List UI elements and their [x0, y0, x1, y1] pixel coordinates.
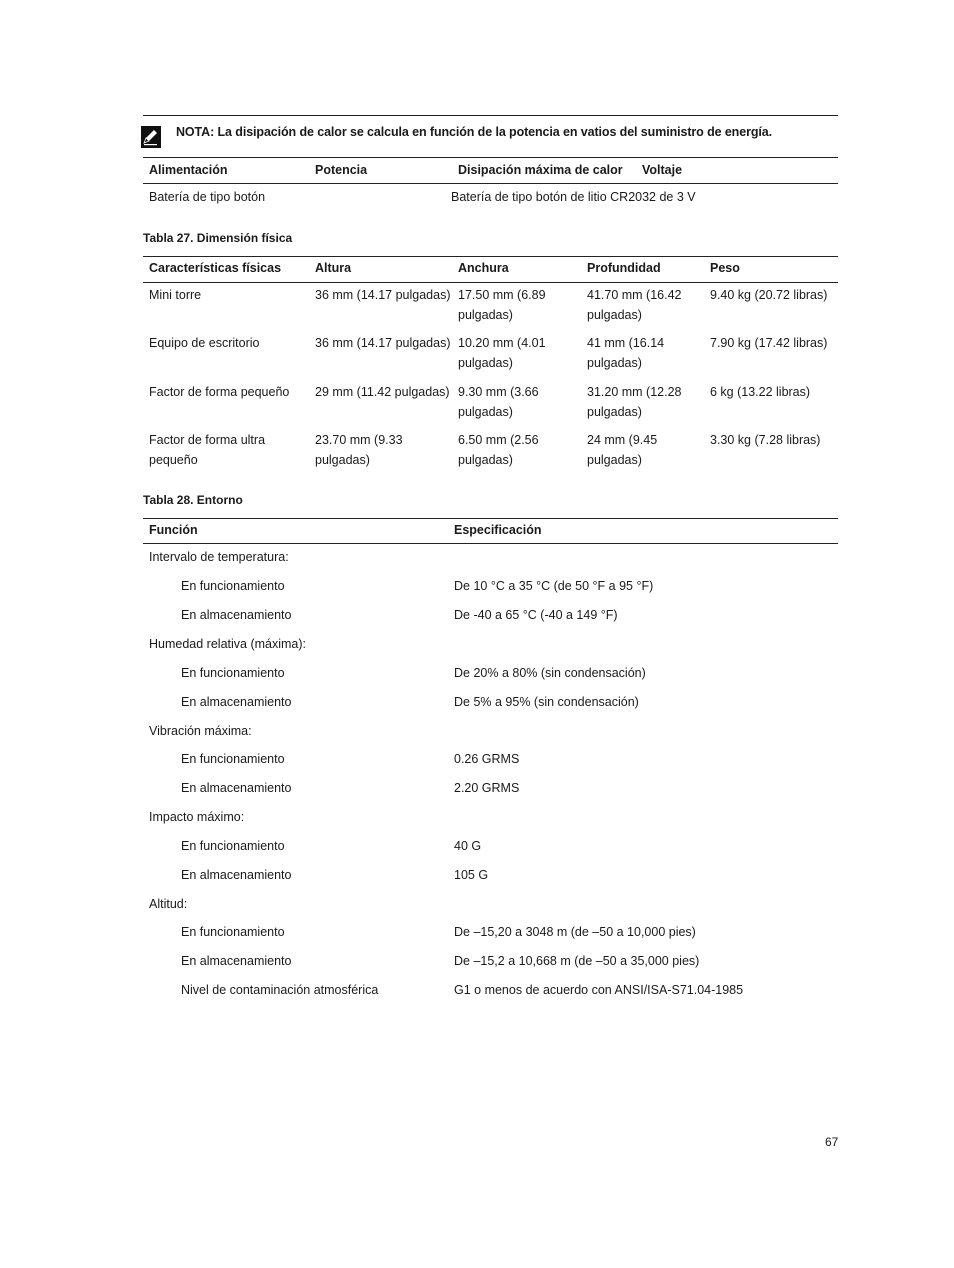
env-value: 2.20 GRMS [454, 781, 520, 795]
power-table-header-rule [143, 183, 838, 184]
power-header-potencia: Potencia [315, 163, 368, 177]
env-value: De –15,2 a 10,668 m (de –50 a 35,000 pies) [454, 954, 700, 968]
env-value: De 5% a 95% (sin condensación) [454, 695, 639, 709]
table-row-width: 6.50 mm (2.56 pulgadas) [458, 433, 539, 467]
dimension-header-altura: Altura [315, 261, 352, 275]
table-row-width: 17.50 mm (6.89 pulgadas) [458, 288, 546, 322]
env-sub-label: En funcionamiento [181, 666, 285, 680]
env-value: De -40 a 65 °C (-40 a 149 °F) [454, 608, 618, 622]
env-value: 0.26 GRMS [454, 752, 520, 766]
table-row-name: Equipo de escritorio [149, 336, 260, 350]
dimension-table-caption: Tabla 27. Dimensión física [143, 231, 293, 245]
table-row-height: 36 mm (14.17 pulgadas) [315, 336, 451, 350]
table-row-depth: 31.20 mm (12.28 pulgadas) [587, 385, 682, 419]
power-row-label: Batería de tipo botón [149, 190, 266, 204]
dimension-table-top-rule [143, 256, 838, 257]
env-group-label: Altitud: [149, 897, 188, 911]
environment-table-header-rule [143, 543, 838, 544]
env-group-label: Intervalo de temperatura: [149, 550, 289, 564]
table-row-height: 36 mm (14.17 pulgadas) [315, 288, 451, 302]
table-row-depth: 41 mm (16.14 pulgadas) [587, 336, 665, 370]
environment-table-caption: Tabla 28. Entorno [143, 493, 243, 507]
table-row-name: Mini torre [149, 288, 202, 302]
environment-table-top-rule [143, 518, 838, 519]
env-sub-label: Nivel de contaminación atmosférica [181, 983, 379, 997]
env-sub-label: En almacenamiento [181, 781, 292, 795]
power-header-disipacion: Disipación máxima de calor [458, 163, 623, 177]
table-row-name: Factor de forma ultra pequeño [149, 433, 266, 467]
env-sub-label: En almacenamiento [181, 695, 292, 709]
env-value: 40 G [454, 839, 482, 853]
env-value: G1 o menos de acuerdo con ANSI/ISA-S71.04-1985 [454, 983, 744, 997]
table-row-height: 23.70 mm (9.33 pulgadas) [315, 433, 403, 467]
env-value: 105 G [454, 868, 489, 882]
power-table-top-rule [143, 157, 838, 158]
table-row-depth: 24 mm (9.45 pulgadas) [587, 433, 658, 467]
page-number: 67 [825, 1135, 839, 1149]
env-value: De –15,20 a 3048 m (de –50 a 10,000 pies) [454, 925, 696, 939]
table-row-depth: 41.70 mm (16.42 pulgadas) [587, 288, 682, 322]
env-sub-label: En almacenamiento [181, 608, 292, 622]
env-sub-label: En funcionamiento [181, 839, 285, 853]
note-text: NOTA: La disipación de calor se calcula en función de la potencia en vatios del suministro de energía. [176, 125, 772, 139]
power-row-value: Batería de tipo botón de litio CR2032 de 3 V [451, 190, 696, 204]
dimension-table-header-rule [143, 282, 838, 283]
table-row-width: 9.30 mm (3.66 pulgadas) [458, 385, 539, 419]
table-row-name: Factor de forma pequeño [149, 385, 290, 399]
env-group-label: Impacto máximo: [149, 810, 245, 824]
env-sub-label: En almacenamiento [181, 954, 292, 968]
note-top-rule [143, 115, 838, 116]
env-value: De 20% a 80% (sin condensación) [454, 666, 646, 680]
environment-header-especificacion: Especificación [454, 523, 542, 537]
env-sub-label: En funcionamiento [181, 925, 285, 939]
table-row-weight: 3.30 kg (7.28 libras) [710, 433, 821, 447]
dimension-header-caracteristicas: Características físicas [149, 261, 282, 275]
env-value: De 10 °C a 35 °C (de 50 °F a 95 °F) [454, 579, 654, 593]
table-row-weight: 7.90 kg (17.42 libras) [710, 336, 828, 350]
table-row-weight: 6 kg (13.22 libras) [710, 385, 811, 399]
environment-header-funcion: Función [149, 523, 198, 537]
env-group-label: Humedad relativa (máxima): [149, 637, 306, 651]
power-header-voltaje: Voltaje [642, 163, 683, 177]
env-sub-label: En funcionamiento [181, 752, 285, 766]
env-sub-label: En almacenamiento [181, 868, 292, 882]
table-row-height: 29 mm (11.42 pulgadas) [315, 385, 450, 399]
pencil-note-icon [141, 126, 161, 148]
env-group-label: Vibración máxima: [149, 724, 252, 738]
dimension-header-peso: Peso [710, 261, 740, 275]
dimension-header-profundidad: Profundidad [587, 261, 661, 275]
table-row-width: 10.20 mm (4.01 pulgadas) [458, 336, 546, 370]
env-sub-label: En funcionamiento [181, 579, 285, 593]
table-row-weight: 9.40 kg (20.72 libras) [710, 288, 828, 302]
power-header-alimentacion: Alimentación [149, 163, 228, 177]
dimension-header-anchura: Anchura [458, 261, 509, 275]
